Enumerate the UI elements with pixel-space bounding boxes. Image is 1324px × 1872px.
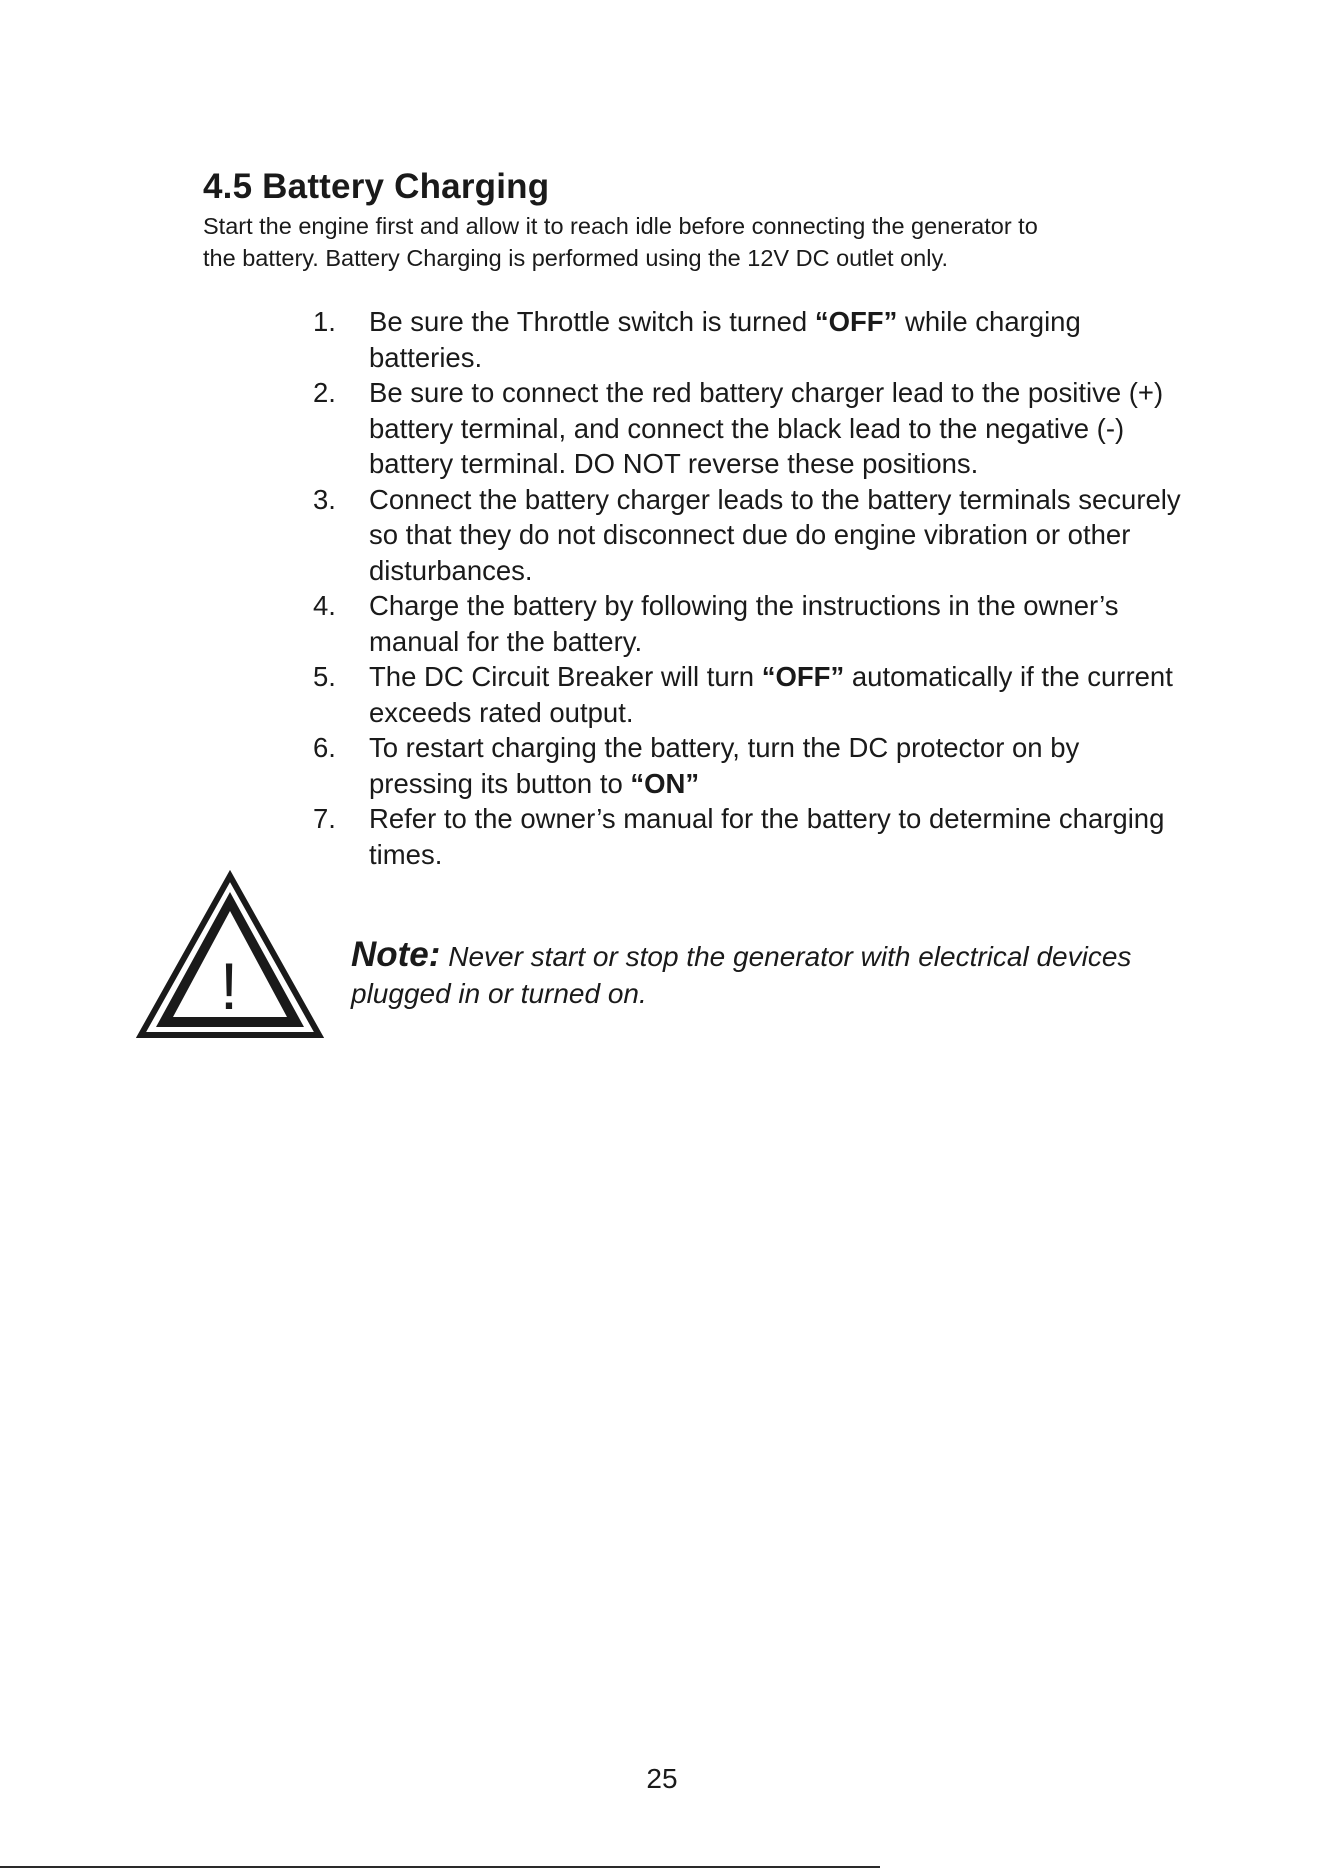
step-text: Be sure to connect the red battery charger lead to the positive (+) battery terminal, and connect the black lead to the negative (-) battery terminal. DO NOT reverse these positions. bbox=[369, 377, 1164, 479]
list-item bbox=[310, 730, 1190, 801]
step-number: 5. bbox=[313, 661, 336, 692]
step-emphasis: “ON” bbox=[630, 767, 700, 799]
step-text: Charge the battery by following the instructions in the owner’s manual for the battery. bbox=[369, 590, 1119, 657]
list-item bbox=[310, 659, 1190, 730]
note-text: Never start or stop the generator with electrical devices plugged in or turned on. bbox=[351, 941, 1132, 1009]
step-text: Connect the battery charger leads to the battery terminals securely so that they do not disconnect due do engine vibration or other disturbances. bbox=[369, 483, 1181, 586]
step-text: To restart charging the battery, turn the DC protector on by pressing its button to bbox=[369, 732, 1080, 799]
step-number: 3. bbox=[313, 483, 336, 515]
step-text: while charging batteries. bbox=[369, 306, 1081, 373]
note-label: Note: bbox=[351, 935, 441, 974]
warning-triangle-icon bbox=[136, 870, 324, 1040]
section-intro bbox=[203, 210, 1203, 274]
step-text: Refer to the owner’s manual for the battery to determine charging times. bbox=[369, 803, 1165, 870]
list-item bbox=[310, 588, 1190, 659]
step-text: Be sure the Throttle switch is turned bbox=[369, 306, 815, 337]
step-emphasis: “OFF” bbox=[761, 661, 845, 692]
safety-note bbox=[351, 936, 1171, 1012]
step-number: 2. bbox=[313, 377, 336, 408]
page-number: 25 bbox=[646, 1763, 678, 1794]
intro-line-1: Start the engine first and allow it to reach idle before connecting the generator to bbox=[203, 213, 1038, 239]
list-item bbox=[310, 801, 1190, 872]
warning-exclamation: ! bbox=[219, 949, 239, 1023]
footer-divider bbox=[0, 1866, 880, 1868]
step-emphasis: “OFF” bbox=[814, 306, 898, 337]
intro-line-2: the battery. Battery Charging is performed using the 12V DC outlet only. bbox=[203, 245, 948, 271]
step-number: 1. bbox=[313, 306, 336, 337]
step-number: 6. bbox=[313, 732, 336, 763]
step-text: The DC Circuit Breaker will turn bbox=[369, 661, 762, 692]
step-number: 7. bbox=[313, 803, 336, 834]
section-title: 4.5 Battery Charging bbox=[203, 167, 550, 206]
charging-steps-list bbox=[310, 304, 1190, 872]
list-item bbox=[310, 304, 1190, 375]
step-number: 4. bbox=[313, 590, 336, 621]
list-item bbox=[310, 482, 1190, 589]
list-item bbox=[310, 375, 1190, 482]
step-text: automatically if the current exceeds rated output. bbox=[369, 661, 1173, 728]
